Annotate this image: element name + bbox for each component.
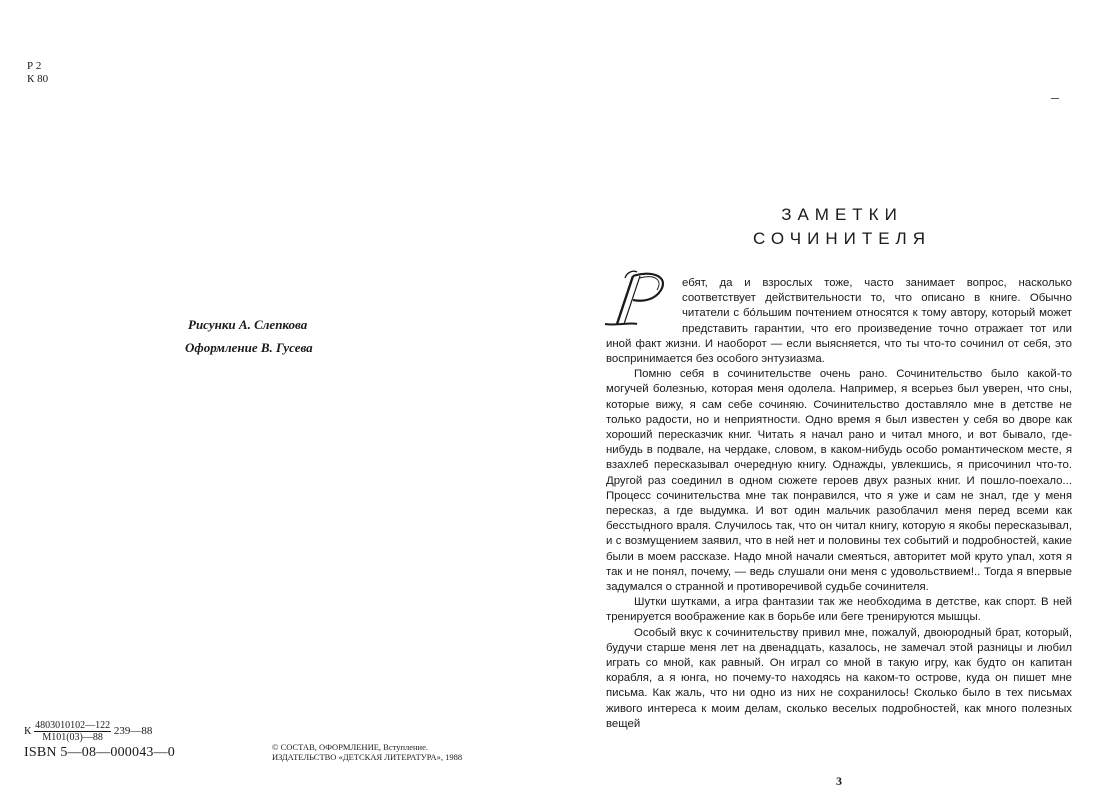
catalog-code-bbk: Р 2: [27, 60, 42, 72]
page-corner-mark: [1051, 98, 1059, 99]
page-number: 3: [836, 774, 842, 788]
copyright-line-2: ИЗДАТЕЛЬСТВО «ДЕТСКАЯ ЛИТЕРАТУРА», 1988: [272, 752, 463, 762]
k-index-numerator: 4803010102—122: [35, 720, 111, 731]
catalog-code-author: К 80: [27, 73, 49, 85]
copyright: [272, 742, 462, 762]
k-index-fraction: [34, 720, 111, 743]
credit-design: Оформление В. Гусева: [185, 340, 313, 355]
credits-block: [185, 317, 385, 357]
k-index-denominator: М101(03)—88: [42, 732, 103, 743]
paragraph-2: Помню себя в сочинительстве очень рано. Сочинительство было какой-то могучей болезнью, которая меня одолела. Например, я всерьез был уверен, что сны, которые вижу, я сам себе сочиняю. Сочинительство доставляло мне в детстве не только радости, но и неприятности. Одно время я был известен у себя во дворе как хороший пересказчик книг. Читать я начал рано и читал много, и вот бывало, где-нибудь в подвале, на чердаке, словом, в каком-нибудь особо романтическом месте, я взахлеб пересказывал очередную книгу. Однажды, увлекшись, я присочинил что-то. Другой раз соединил в одном сюжете героев двух разных книг. И пошло-поехало... Процесс сочинительства мне так понравился, что я уже и сам не знал, где у меня пересказ, а где выдумка. И вот один мальчик разоблачил меня перед всеми как бесстыдного враля. Случилось так, что он читал книгу, которую я якобы пересказывал, и с возмущением заявил, что в ней нет и половины тех событий и подробностей, какие были в моем рассказе. Надо мной начали смеяться, авторитет мой круто упал, хотя я так и не понял, почему, — ведь слушали они меня с удовольствием!.. Тогда я впервые задумался о странной и противоречивой судьбе сочинителя.: [606, 368, 1072, 594]
chapter-title: [722, 203, 962, 251]
copyright-line-1: © СОСТАВ, ОФОРМЛЕНИЕ, Вступление.: [272, 742, 429, 752]
body-text: [606, 276, 1072, 732]
chapter-title-line-1: ЗАМЕТКИ: [781, 205, 903, 224]
paragraph-3: Шутки шутками, а игра фантазии так же необходима в детстве, как спорт. В ней тренируется воображение как в борьбе или беге тренируются мышцы.: [606, 596, 1072, 624]
isbn: ISBN 5—08—000043—0: [24, 745, 175, 760]
k-index-suffix: 239—88: [113, 725, 153, 738]
paragraph-4: Особый вкус к сочинительству привил мне, пожалуй, двоюродный брат, который, будучи старше меня лет на двенадцать, казалось, не замечал этой разницы и любил играть со мной, как равный. Он играл со мной в такую игру, как будто он капитан корабля, а я юнга, но почему-то находясь на каком-то острове, куда он пишет мне письма. Как жаль, что ни одно из них не сохранилось! Сколько было в тех письмах живого интереса к моим делам, сколько веселых подробностей, как много полезных вещей: [606, 626, 1072, 730]
drop-cap-space: [606, 276, 682, 334]
paragraph-1: ебят, да и взрослых тоже, часто занимает вопрос, насколько соответствует действительности то, что описано в книге. Обычно читатели с бо́льшим почтением относятся к тому автору, который может представить гарантии, что его произведение точно отражает тот или иной факт жизни. И наоборот — если выясняется, что ты что-то сочинил от себя, это воспринимается без особого энтузиазма.: [606, 277, 1072, 366]
credit-illustrations: Рисунки А. Слепкова: [188, 317, 308, 332]
catalog-codes: [27, 60, 48, 86]
chapter-title-line-2: СОЧИНИТЕЛЯ: [753, 229, 931, 248]
k-index-prefix: К: [24, 725, 32, 738]
k-index: [24, 720, 152, 743]
